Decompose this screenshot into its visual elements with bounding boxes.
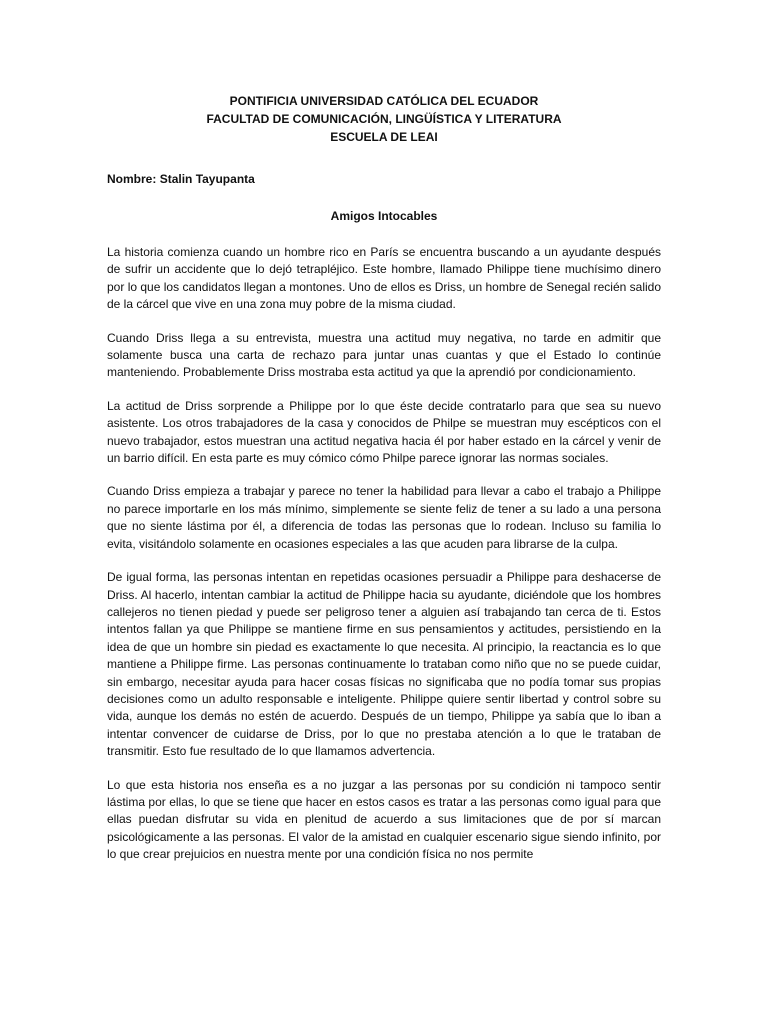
essay-title: Amigos Intocables <box>330 209 438 223</box>
paragraph-6: Lo que esta historia nos enseña es a no juzgar a las personas por su condición ni tampoco sentir lástima por ellas, lo que se tiene que hacer en estos casos es tratar a las personas como igual para que ellas puedan disfrutar su vida en plenitud de acuerdo a sus limitaciones que de por sí marcan psicológicamente a las personas. El valor de la amistad en cualquier escenario sigue siendo infinito, por lo que crear prejuicios en nuestra mente por una condición física no nos permite <box>107 777 661 862</box>
paragraph-1: La historia comienza cuando un hombre rico en París se encuentra buscando a un ayudante después de sufrir un accidente que lo dejó tetrapléjico. Este hombre, llamado Philippe tiene muchísimo dinero por lo que los candidatos llegan a montones. Uno de ellos es Driss, un hombre de Senegal recién salido de la cárcel que vive en una zona muy pobre de la misma ciudad. <box>107 245 661 312</box>
document-header <box>107 92 661 146</box>
paragraph-5: De igual forma, las personas intentan en repetidas ocasiones persuadir a Philippe para deshacerse de Driss. Al hacerlo, intentan cambiar la actitud de Philippe hacia su ayudante, diciéndole que los hombres callejeros no tienen piedad y puede ser peligroso tener a alguien así trabajando tan cerca de ti. Estos intentos fallan ya que Philippe se mantiene firme en sus pensamientos y actitudes, persistiendo en la idea de que un hombre sin piedad es exactamente lo que necesita. Al principio, la reactancia es lo que mantiene a Philippe firme. Las personas continuamente lo trataban como niño que no se puede cuidar, sin embargo, necesitar ayuda para hacer cosas físicas no significaba que no podía tomar sus propias decisiones como un adulto responsable e inteligente. Philippe quiere sentir libertad y control sobre su vida, aunque los demás no estén de acuerdo. Después de un tiempo, Philippe ya sabía que lo iban a intentar convencer de cuidarse de Driss, por lo que no prestaba atención a lo que le trataban de transmitir. Esto fue resultado de lo que llamamos advertencia. <box>107 570 661 759</box>
student-name-value: Stalin Tayupanta <box>159 172 255 186</box>
paragraph-2: Cuando Driss llega a su entrevista, muestra una actitud muy negativa, no tarde en admitir que solamente busca una carta de rechazo para juntar unas cuantas y que el Estado lo continúe manteniendo. Probablemente Driss mostraba esta actitud ya que la aprendió por condicionamiento. <box>107 330 661 380</box>
university-name: PONTIFICIA UNIVERSIDAD CATÓLICA DEL ECUADOR <box>229 94 539 108</box>
student-name-line <box>107 170 661 188</box>
student-name-label: Nombre: <box>107 172 157 186</box>
paragraph-3: La actitud de Driss sorprende a Philippe por lo que éste decide contratarlo para que sea su nuevo asistente. Los otros trabajadores de la casa y conocidos de Philpe se muestran muy escépticos con el nuevo trabajador, estos muestran una actitud negativa hacia él por haber estado en la cárcel y venir de un barrio difícil. En esta parte es muy cómico cómo Philpe parece ignorar las normas sociales. <box>107 398 661 466</box>
school-name: ESCUELA DE LEAI <box>330 130 438 144</box>
paragraph-4: Cuando Driss empieza a trabajar y parece no tener la habilidad para llevar a cabo el trabajo a Philippe no parece importarle en los más mínimo, simplemente se siente feliz de tener a su lado a una persona que no siente lástima por él, a diferencia de todas las personas que lo rodean. Incluso su familia lo evita, visitándolo solamente en ocasiones especiales a las que acuden para librarse de la culpa. <box>107 484 661 551</box>
faculty-name: FACULTAD DE COMUNICACIÓN, LINGÜÍSTICA Y LITERATURA <box>206 112 562 126</box>
